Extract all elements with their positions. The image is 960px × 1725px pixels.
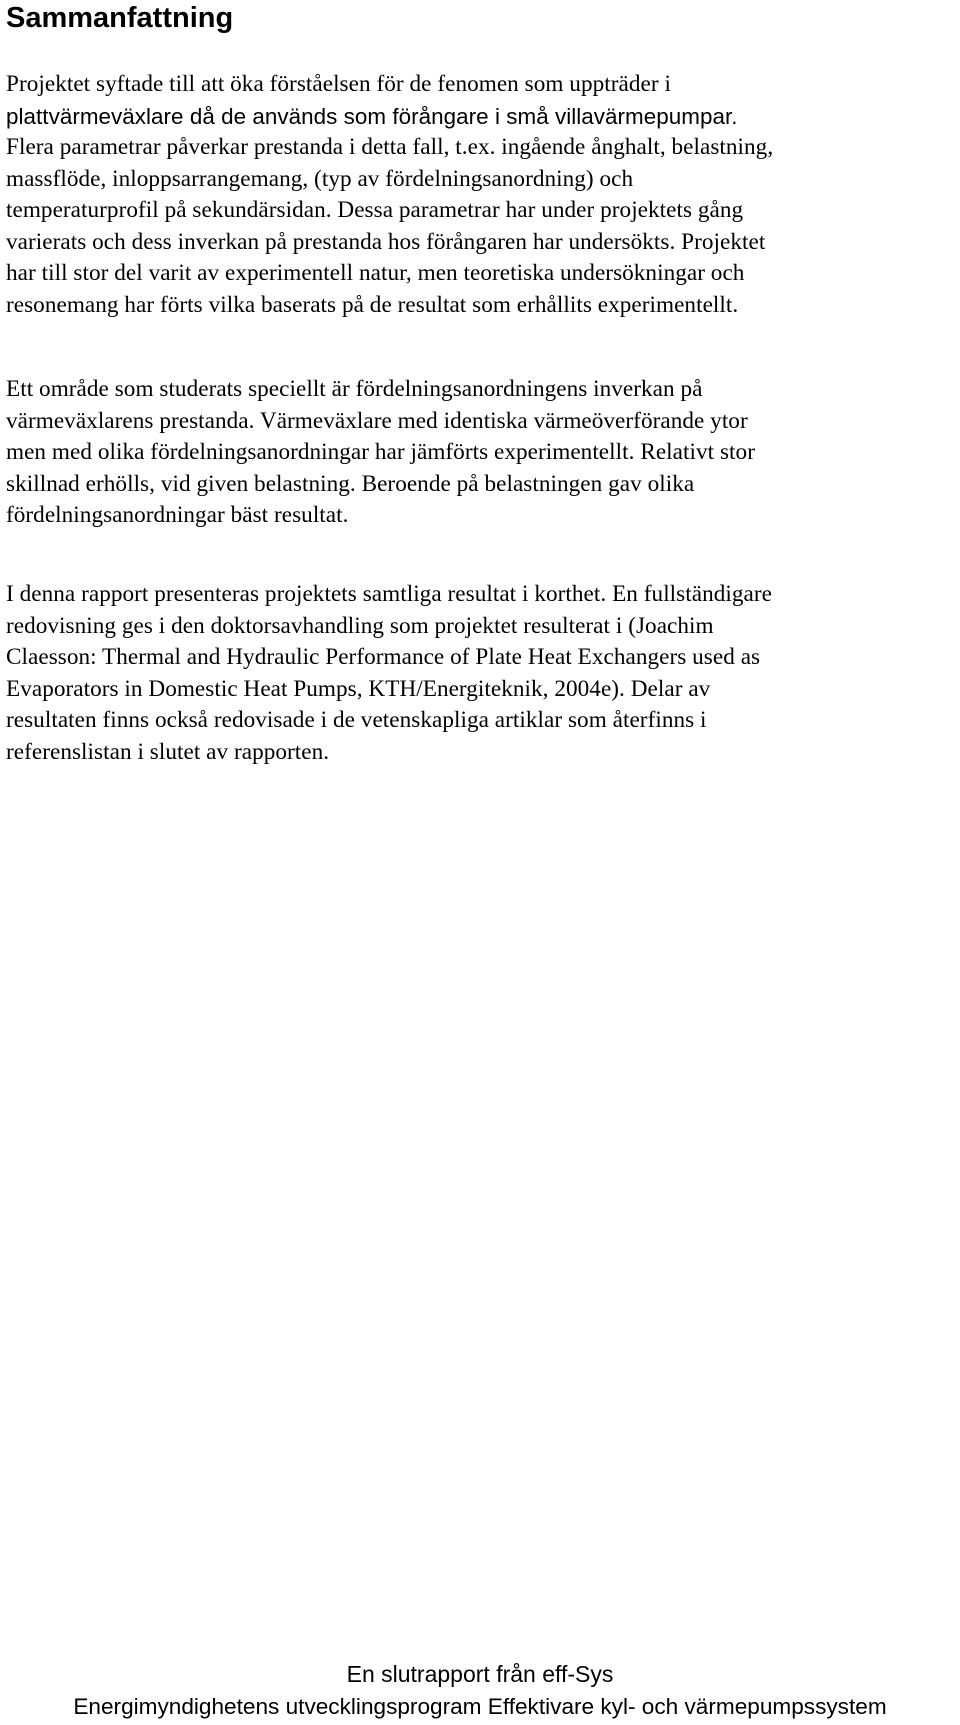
footer-program-name: Energimyndighetens utvecklingsprogram Effektivare kyl- och värmepumpssystem xyxy=(73,1694,887,1719)
paragraph-line: varierats och dess inverkan på prestanda hos förångaren har undersökts. Projektet xyxy=(6,228,766,255)
paragraph-report-summary xyxy=(6,579,956,768)
paragraph-line: temperaturprofil på sekundärsidan. Dessa parametrar har under projektets gång xyxy=(6,197,744,223)
section-heading: Sammanfattning xyxy=(6,2,234,34)
paragraph-line: skillnad erhölls, vid given belastning. Beroende på belastningen gav olika xyxy=(6,470,695,497)
paragraph-line: men med olika fördelningsanordningar har jämförts experimentellt. Relativt stor xyxy=(6,439,755,465)
paragraph-line: Claesson: Thermal and Hydraulic Performance of Plate Heat Exchangers used as xyxy=(6,644,761,670)
paragraph-line: Evaporators in Domestic Heat Pumps, KTH/Energiteknik, 2004e). Delar av xyxy=(6,675,711,702)
paragraph-line: massflöde, inloppsarrangemang, (typ av fördelningsanordning) och xyxy=(6,165,634,192)
paragraph-line: Flera parametrar påverkar prestanda i detta fall, t.ex. ingående ånghalt, belastning, xyxy=(6,134,774,160)
paragraph-line: redovisning ges i den doktorsavhandling som projektet resulterat i (Joachim xyxy=(6,612,714,639)
paragraph-line: fördelningsanordningar bäst resultat. xyxy=(6,502,349,528)
paragraph-line: resultaten finns också redovisade i de vetenskapliga artiklar som återfinns i xyxy=(6,707,707,733)
paragraph-line: Projektet syftade till att öka förståelsen för de fenomen som uppträder i xyxy=(6,71,671,97)
paragraph-line: I denna rapport presenteras projektets samtliga resultat i korthet. En fullständigare xyxy=(6,581,772,607)
paragraph-distribution-device xyxy=(6,374,956,532)
footer-report-title: En slutrapport från eff-Sys xyxy=(346,1661,614,1687)
paragraph-project-aim xyxy=(6,69,956,321)
paragraph-line: referenslistan i slutet av rapporten. xyxy=(6,738,330,765)
paragraph-line: Ett område som studerats speciellt är fördelningsanordningens inverkan på xyxy=(6,376,703,402)
paragraph-line: plattvärmeväxlare då de används som förångare i små villavärmepumpar. xyxy=(6,103,738,129)
paragraph-line: resonemang har förts vilka baserats på de resultat som erhållits experimentellt. xyxy=(6,291,739,318)
paragraph-line: har till stor del varit av experimentell natur, men teoretiska undersökningar och xyxy=(6,260,745,286)
paragraph-line: värmeväxlarens prestanda. Värmeväxlare med identiska värmeöverförande ytor xyxy=(6,407,748,434)
